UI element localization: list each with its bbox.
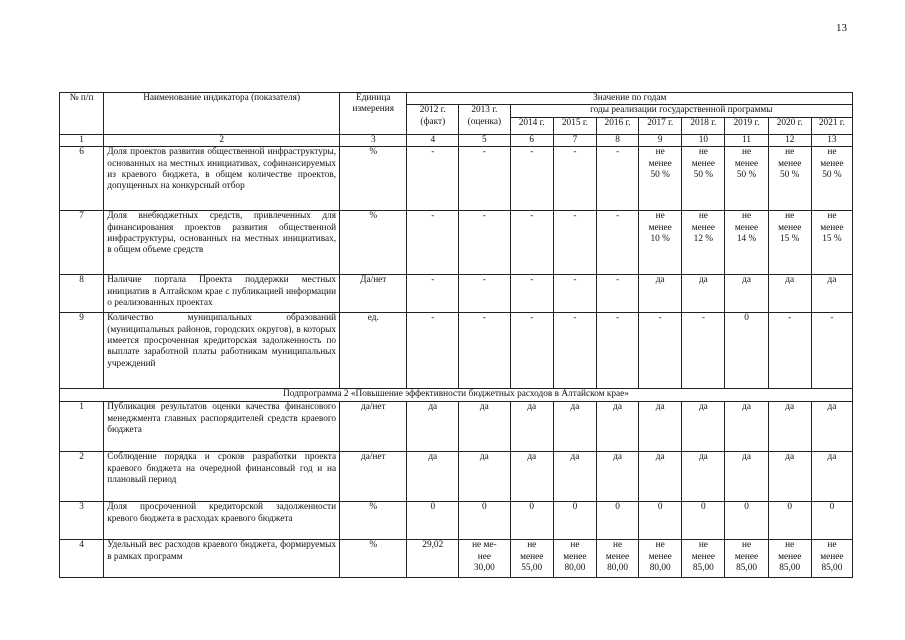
indicator-name: Удельный вес расходов краевого бюджета, формируемых в рамках программ <box>104 540 340 578</box>
table-row <box>60 402 853 452</box>
value-cell: 0 <box>639 502 682 540</box>
value-cell: не менее 80,00 <box>639 540 682 578</box>
value-cell: 0 <box>459 502 511 540</box>
value-cell: да <box>811 452 852 502</box>
column-number: 7 <box>553 134 596 146</box>
unit: % <box>340 502 407 540</box>
value-cell: да <box>510 452 553 502</box>
value-cell: не ме- нее 30,00 <box>459 540 511 578</box>
value-cell: - <box>407 147 459 211</box>
value-cell: да <box>768 275 811 313</box>
value-cell: да <box>407 402 459 452</box>
value-cell: 0 <box>768 502 811 540</box>
value-cell: - <box>407 275 459 313</box>
value-cell: - <box>510 275 553 313</box>
indicator-name: Доля внебюджетных средств, привлеченных для финансирования проектов развития общественной инфраструктуры, основанных на местных инициативах, в общем объеме средств <box>104 211 340 275</box>
value-cell: да <box>768 402 811 452</box>
column-number: 8 <box>597 134 639 146</box>
header-year: 2016 г. <box>597 117 639 134</box>
value-cell: не менее 85,00 <box>682 540 725 578</box>
value-cell: - <box>597 275 639 313</box>
value-cell: - <box>510 211 553 275</box>
value-cell: - <box>682 313 725 389</box>
value-cell: да <box>682 275 725 313</box>
row-number: 9 <box>60 313 104 389</box>
value-cell: не менее 50 % <box>811 147 852 211</box>
value-cell: - <box>510 147 553 211</box>
value-cell: да <box>682 402 725 452</box>
value-cell: да <box>811 275 852 313</box>
value-cell: не менее 80,00 <box>553 540 596 578</box>
row-number: 4 <box>60 540 104 578</box>
indicator-name: Доля просроченной кредиторской задолженности кревого бюджета в расходах краевого бюджета <box>104 502 340 540</box>
column-numbers-row <box>60 134 853 146</box>
header-year: 2014 г. <box>510 117 553 134</box>
value-cell: не менее 50 % <box>682 147 725 211</box>
column-number: 4 <box>407 134 459 146</box>
value-cell: 0 <box>725 313 768 389</box>
value-cell: да <box>639 275 682 313</box>
value-cell: 0 <box>811 502 852 540</box>
value-cell: да <box>639 452 682 502</box>
header-year: 2019 г. <box>725 117 768 134</box>
value-cell: не менее 55,00 <box>510 540 553 578</box>
indicator-name: Публикация результатов оценки качества финансового менеджмента главных распорядителей средств краевого бюджета <box>104 402 340 452</box>
table-row <box>60 211 853 275</box>
value-cell: да <box>682 452 725 502</box>
value-cell: не менее 50 % <box>768 147 811 211</box>
unit: ед. <box>340 313 407 389</box>
value-cell: не менее 85,00 <box>811 540 852 578</box>
row-number: 8 <box>60 275 104 313</box>
value-cell: да <box>811 402 852 452</box>
value-cell: не менее 10 % <box>639 211 682 275</box>
value-cell: не менее 12 % <box>682 211 725 275</box>
value-cell: да <box>725 402 768 452</box>
value-cell: 29,02 <box>407 540 459 578</box>
column-number: 9 <box>639 134 682 146</box>
value-cell: да <box>768 452 811 502</box>
header-year: 2015 г. <box>553 117 596 134</box>
table-row <box>60 275 853 313</box>
header-name: Наименование индикатора (показателя) <box>104 93 340 135</box>
value-cell: да <box>725 452 768 502</box>
header-program-years: годы реализации государственной программы <box>510 105 852 117</box>
unit: % <box>340 540 407 578</box>
value-cell: 0 <box>510 502 553 540</box>
unit: Да/нет <box>340 275 407 313</box>
column-number: 2 <box>104 134 340 146</box>
indicator-name: Соблюдение порядка и сроков разработки проекта краевого бюджета на очередной финансовый год и на плановый период <box>104 452 340 502</box>
table-row <box>60 147 853 211</box>
column-number: 12 <box>768 134 811 146</box>
value-cell: не менее 50 % <box>725 147 768 211</box>
value-cell: 0 <box>682 502 725 540</box>
row-number: 7 <box>60 211 104 275</box>
value-cell: - <box>768 313 811 389</box>
value-cell: не менее 80,00 <box>597 540 639 578</box>
value-cell: - <box>639 313 682 389</box>
value-cell: не менее 14 % <box>725 211 768 275</box>
indicator-name: Наличие портала Проекта поддержки местных инициатив в Алтайском крае с публикацией информации о реализованных проектах <box>104 275 340 313</box>
value-cell: - <box>811 313 852 389</box>
value-cell: не менее 50 % <box>639 147 682 211</box>
row-number: 2 <box>60 452 104 502</box>
header-year: 2018 г. <box>682 117 725 134</box>
table-row <box>60 313 853 389</box>
value-cell: - <box>510 313 553 389</box>
value-cell: - <box>553 147 596 211</box>
row-number: 6 <box>60 147 104 211</box>
column-number: 5 <box>459 134 511 146</box>
value-cell: не менее 15 % <box>768 211 811 275</box>
value-cell: да <box>407 452 459 502</box>
subprogram-row <box>60 389 853 402</box>
value-cell: - <box>459 275 511 313</box>
header-unit: Единица измерения <box>340 93 407 135</box>
value-cell: - <box>597 211 639 275</box>
value-cell: да <box>597 402 639 452</box>
value-cell: да <box>553 402 596 452</box>
header-year-2013: 2013 г. (оценка) <box>459 105 511 134</box>
value-cell: - <box>553 275 596 313</box>
header-year-2012: 2012 г. (факт) <box>407 105 459 134</box>
value-cell: - <box>597 147 639 211</box>
value-cell: да <box>553 452 596 502</box>
value-cell: да <box>510 402 553 452</box>
value-cell: - <box>459 147 511 211</box>
value-cell: да <box>639 402 682 452</box>
value-cell: - <box>553 211 596 275</box>
column-number: 3 <box>340 134 407 146</box>
row-number: 1 <box>60 402 104 452</box>
column-number: 6 <box>510 134 553 146</box>
unit: да/нет <box>340 402 407 452</box>
table-row <box>60 452 853 502</box>
indicators-table <box>59 92 853 578</box>
value-cell: 0 <box>553 502 596 540</box>
value-cell: не менее 15 % <box>811 211 852 275</box>
indicator-name: Доля проектов развития общественной инфраструктуры, основанных на местных инициативах, софинансируемых из краевого бюджета, в общем количестве проектов, допущенных на конкурсный отбор <box>104 147 340 211</box>
row-number: 3 <box>60 502 104 540</box>
value-cell: не менее 85,00 <box>725 540 768 578</box>
header-num: № п/п <box>60 93 104 135</box>
value-cell: да <box>725 275 768 313</box>
value-cell: - <box>459 211 511 275</box>
header-year: 2021 г. <box>811 117 852 134</box>
unit: % <box>340 211 407 275</box>
table-row <box>60 502 853 540</box>
value-cell: - <box>407 313 459 389</box>
column-number: 10 <box>682 134 725 146</box>
value-cell: - <box>459 313 511 389</box>
value-cell: да <box>597 452 639 502</box>
value-cell: 0 <box>597 502 639 540</box>
column-number: 13 <box>811 134 852 146</box>
column-number: 1 <box>60 134 104 146</box>
value-cell: не менее 85,00 <box>768 540 811 578</box>
header-year: 2017 г. <box>639 117 682 134</box>
unit: да/нет <box>340 452 407 502</box>
value-cell: 0 <box>725 502 768 540</box>
value-cell: да <box>459 452 511 502</box>
page-number: 13 <box>836 22 847 34</box>
value-cell: - <box>407 211 459 275</box>
subprogram-title: Подпрограмма 2 «Повышение эффективности бюджетных расходов в Алтайском крае» <box>60 389 853 402</box>
table-row <box>60 540 853 578</box>
value-cell: 0 <box>407 502 459 540</box>
unit: % <box>340 147 407 211</box>
value-cell: да <box>459 402 511 452</box>
header-year: 2020 г. <box>768 117 811 134</box>
column-number: 11 <box>725 134 768 146</box>
header-values-title: Значение по годам <box>407 93 853 105</box>
value-cell: - <box>553 313 596 389</box>
value-cell: - <box>597 313 639 389</box>
indicator-name: Количество муниципальных образований (муниципальных районов, городских округов), в которых имеется просроченная кредиторская задолженность по выплате заработной платы работникам муниципальных учреждений <box>104 313 340 389</box>
